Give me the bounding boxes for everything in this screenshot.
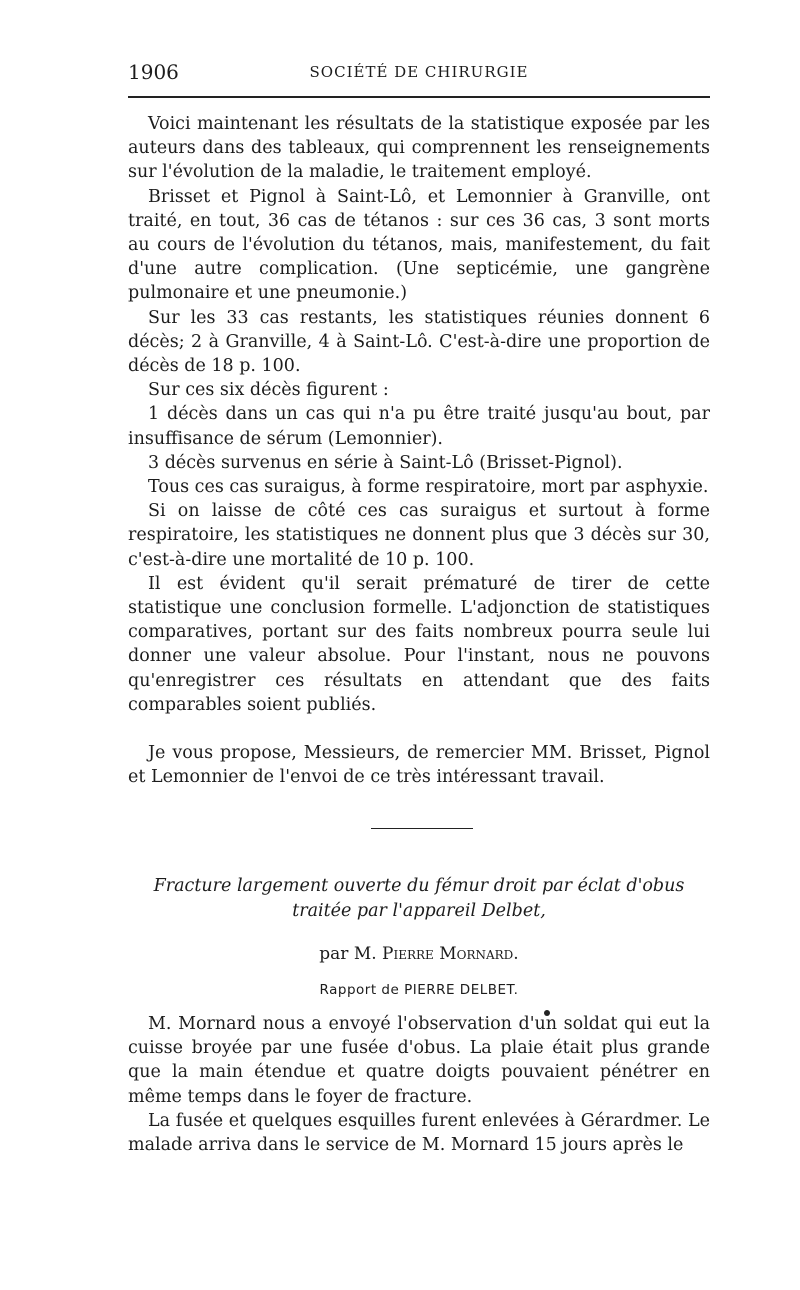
paragraph: Il est évident qu'il serait prématuré de tirer de cette statistique une conclusion formelle. L'adjonction de statistiques comparatives, portant sur des faits nombreux pourra seule lui donner une valeur absolue. Pour l'instant, nous ne pouvons qu'enregistrer ces résultats en attendant que des faits comparables soient publiés. (128, 573, 710, 715)
paragraph: Si on laisse de côté ces cas suraigus et surtout à forme respiratoire, les statistiques ne donnent plus que 3 décès sur 30, c'est-à-dire une mortalité de 10 p. 100. (128, 501, 710, 570)
section-separator (371, 828, 473, 829)
page-header (128, 60, 710, 84)
paragraph: Sur ces six décès figurent : (148, 380, 389, 401)
author-name: Pierre Mornard. (382, 944, 519, 964)
article-title-line-2: traitée par l'appareil Delbet, (292, 901, 546, 921)
article-heading (128, 874, 710, 998)
paragraph: 1 décès dans un cas qui n'a pu être traité jusqu'au bout, par insuffisance de sérum (Lemonnier). (128, 404, 710, 449)
author-prefix: par M. (319, 944, 377, 964)
paragraph: La fusée et quelques esquilles furent enlevées à Gérardmer. Le malade arriva dans le service de M. Mornard 15 jours après le (128, 1110, 710, 1156)
paragraph: Tous ces cas suraigus, à forme respiratoire, mort par asphyxie. (148, 477, 709, 498)
paragraph: 3 décès survenus en série à Saint-Lô (Brisset-Pignol). (148, 452, 623, 473)
paragraph: Voici maintenant les résultats de la statistique exposée par les auteurs dans des tableaux, qui comprennent les renseignements sur l'évolution de la maladie, le traitement employé. (128, 114, 710, 183)
paragraph: Sur les 33 cas restants, les statistiques réunies donnent 6 décès; 2 à Granville, 4 à Saint-Lô. C'est-à-dire une proportion de décès de 18 p. 100. (128, 307, 710, 377)
article-title-line-1: Fracture largement ouverte du fémur droit par éclat d'obus (153, 876, 685, 896)
paragraph-gap (128, 717, 710, 741)
header-rule (128, 96, 710, 98)
report-author: Rapport de PIERRE DELBET. (319, 982, 519, 998)
closing-paragraph: Je vous propose, Messieurs, de remercier MM. Brisset, Pignol et Lemonnier de l'envoi de ce très intéressant travail. (128, 743, 710, 788)
running-head: SOCIÉTÉ DE CHIRURGIE (309, 63, 529, 81)
paragraph: M. Mornard nous a envoyé l'observation d'un soldat qui eut la cuisse broyée par une fusée d'obus. La plaie était plus grande que la main étendue et quatre doigts pouvaient pénétrer en même temps dans le foyer de fracture. (128, 1014, 710, 1107)
paragraph: Brisset et Pignol à Saint-Lô, et Lemonnier à Granville, ont traité, en tout, 36 cas de tétanos : sur ces 36 cas, 3 sont morts au cours de l'évolution du tétanos, mais, manifestement, du fait d'une autre complication. (Une septicémie, une gangrène pulmonaire et une pneumonie.) (128, 186, 710, 304)
page-number: 1906 (128, 60, 179, 84)
article-body (128, 1012, 710, 1157)
article-author (128, 942, 710, 966)
report-body (128, 112, 710, 789)
